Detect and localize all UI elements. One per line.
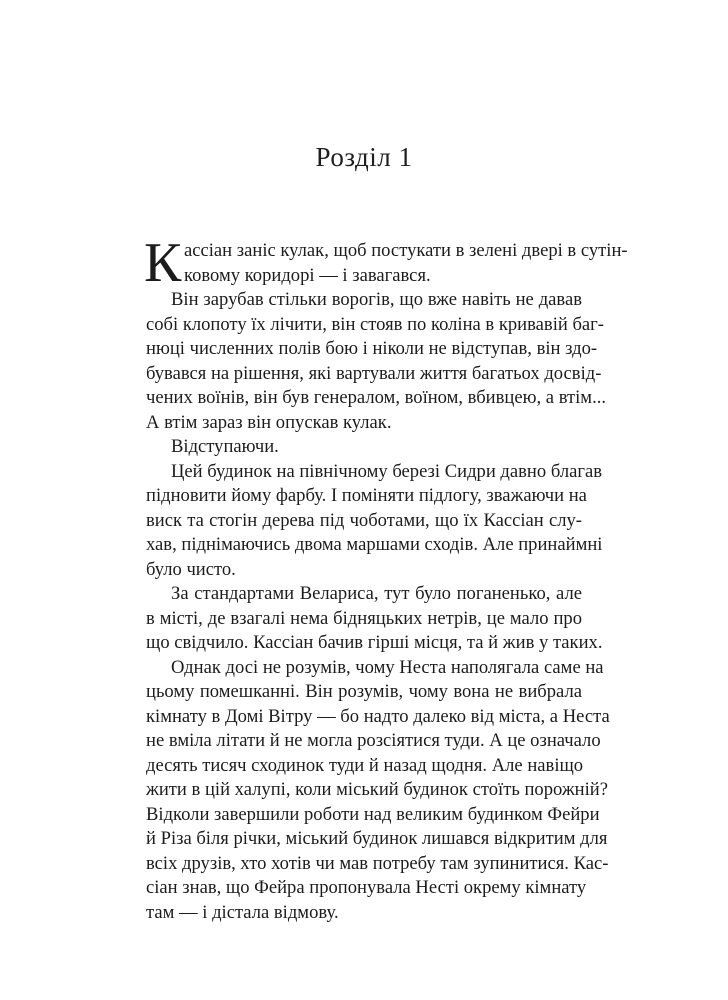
text-line: підновити йому фарбу. І поміняти підлогу, зважаючи на (146, 485, 587, 506)
text-line: Відступаючи. (171, 436, 279, 457)
text-line: хав, піднімаючись двома маршами сходів. Але принаймні (146, 534, 603, 555)
text-line: в місті, де взагалі нема бідняцьких нетрів, це мало про (146, 607, 582, 629)
text-line: нюці численних полів бою і ніколи не відступав, він здо- (146, 338, 598, 359)
text-line: що свідчило. Кассіан бачив гірші місця, та й жив у таких. (146, 632, 603, 653)
text-line: жити в цій халупі, коли міський будинок стоїть порожній? (146, 779, 609, 800)
text-line: бувався на рішення, які вартували життя багатьох досвід- (146, 362, 602, 384)
text-line: було чисто. (146, 558, 236, 580)
text-line: там — і дістала відмову. (146, 901, 339, 923)
text-line: цьому помешканні. Він розумів, чому вона не вибрала (146, 681, 582, 702)
text-line: ковому коридорі — і завагався. (184, 264, 431, 286)
text-line: За стандартами Велариса, тут було поганенько, але (171, 583, 582, 604)
text-line: ассіан заніс кулак, щоб постукати в зелені двері в сутін- (184, 240, 628, 261)
text-line: А втім зараз він опускав кулак. (146, 411, 392, 433)
drop-cap: К (144, 232, 182, 294)
text-line: й Різа біля річки, міський будинок лишався відкритим для (146, 828, 608, 849)
text-line: кімнату в Домі Вітру — бо надто далеко від міста, а Неста (146, 705, 610, 727)
body-text (144, 232, 628, 925)
text-line: всіх друзів, хто хотів чи мав потребу там зупинитися. Кас- (146, 852, 609, 874)
text-line: десять тисяч сходинок туди й назад щодня. Але навіщо (146, 754, 584, 776)
text-line: собі клопоту їх лічити, він стояв по коліна в кривавій баг- (146, 313, 604, 335)
text-line: чених воїнів, він був генералом, воїном, вбивцею, а втім... (146, 387, 607, 408)
text-line: виск та стогін дерева під чоботами, що їх Кассіан слу- (146, 509, 582, 531)
text-line: Відколи завершили роботи над великим будинком Фейри (146, 803, 600, 825)
text-line: Однак досі не розумів, чому Неста наполягала саме на (171, 656, 604, 678)
chapter-title: Розділ 1 (315, 142, 413, 172)
text-line: сіан знав, що Фейра пропонувала Несті окрему кімнату (146, 877, 587, 898)
text-line: не вміла літати й не могла розсіятися туди. А це означало (146, 730, 601, 751)
text-line: Він зарубав стільки ворогів, що вже навіть не давав (171, 289, 582, 310)
text-line: Цей будинок на північному березі Сидри давно благав (171, 460, 603, 482)
